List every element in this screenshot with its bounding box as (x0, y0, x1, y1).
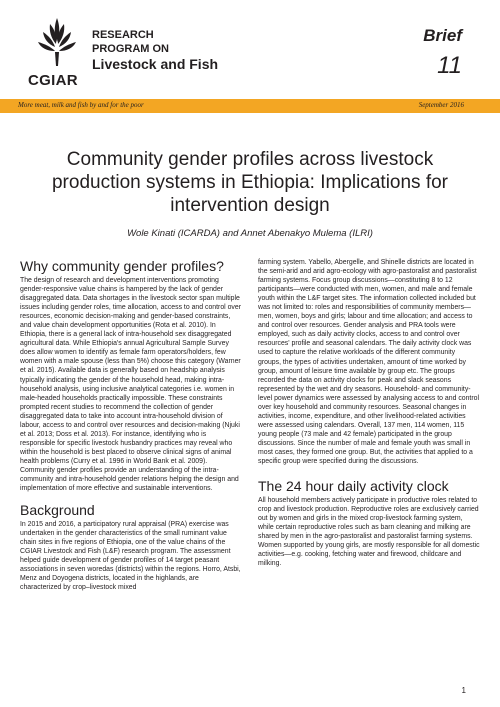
background-paragraph: In 2015 and 2016, a participatory rural appraisal (PRA) exercise was undertaken in the gender characteristics of the small ruminant value chain sites in five regions of Ethiopia, one of the value chains of the CGIAR Livestock and Fish (L&F) research program. The assessment helped guide development of gender profiles of 14 target peasant associations in seven woredas (districts) within the regions. Horro, Atsbi, Menz and Doyogena districts, located in the highlands, are characterized by crop–livestock mixed (20, 521, 241, 592)
brief-label: Brief (423, 26, 462, 45)
clock-paragraph: All household members actively participate in productive roles related to crop and livestock production. Reproductive roles are exclusively carried out by women and girls in the mixed crop-livestock farming system, while certain reproductive roles such as barn cleaning and milking are shared by men in the agro-pastoralist and pastoralist farming systems. Women supported by young girls, are mostly responsible for all domestic activities—e.g. cooking, fetching water and firewood, childcare and milking. (258, 497, 480, 568)
program-name (92, 28, 218, 71)
why-paragraph: The design of research and development interventions promoting gender-responsive value chains is hampered by the lack of gender disaggregated data. Data shortages in the livestock sector span multiple issues including gender roles, time allocation, access to and control over resources, economic decision-making and gender-based constraints, and value chain development opportunities (Rota et al. 2010). In Ethiopia, there is a general lack of intra-household sex disaggregated agricultural data. While Ethiopia's annual Agricultural Sample Survey does allow women to identify as female farm operators/holders, few women with a male spouse (less than 5%) choose this category (Warner et al. 2015). Available data is generally based on headship analysis typically indicating the gender of the household head, making intra-household analysis, using inclusive analytical categories i.e. women in male-headed households practically impossible. These constraints prompted recent studies to recommend the collection of gender disaggregated data to take into account intra-household division of labour, access to and control over resources and decision-making (Njuki et al. 2013; Doss et al. 2013). For instance, identifying who is responsible for specific livestock husbandry practices may reveal who within the household is best placed to observe clinical signs of animal health problems (Curry et al. 1996 in World Bank et al. 2009). Community gender profiles provide an understanding of the intra-community and intra-household gender relations helping the design and implementation of more effective and sustainable interventions. (20, 277, 242, 493)
program-line-3: Livestock and Fish (92, 56, 219, 72)
publication-date: September 2016 (418, 101, 464, 109)
tagline-banner (0, 99, 500, 113)
clock-heading: The 24 hour daily activity clock (258, 478, 449, 495)
authors: Wole Kinati (ICARDA) and Annet Abenakyo Mulema (ILRI) (127, 228, 373, 239)
program-line-1: RESEARCH (92, 29, 154, 41)
methods-paragraph: farming system. Yabello, Abergelle, and Shinelle districts are located in the semi-arid and arid agro-ecology with agro-pastoralist and pastoralist farming systems. Focus group discussions—constituting 8 to 12 participants—were conducted with men, women, and male and female youth within the L&F target sites. The information collected included but was not limited to: roles and responsibilities of community members—men, women, boys and girls; labour and time allocation; and access to and control over resources. Gender analysis and PRA tools were employed, such as daily activity clocks, access to and control over resources' profile and seasonal calendars. The daily activity clock was used to capture the relative workloads of the different community groups, the types of activities undertaken, amount of time worked by group, amount of leisure time available by group etc. The groups recorded the data on activity clocks for peak and slack seasons represented by the wet and dry seasons. Household- and community-level power dynamics were assessed by analysing access to and control over key household and community resources. Seasonal changes in activities, income, expenditure, and other livelihood-related activities were assessed using calendars. Overall, 137 men, 114 women, 115 young people (73 male and 42 female) participated in the group discussions. Since the number of male and female youth was small in most cases, they formed one group. But, the activities that applied to a specific group were specified during the discussions. (258, 259, 479, 466)
page-header (0, 0, 500, 98)
program-line-2: PROGRAM ON (92, 43, 169, 55)
why-heading: Why community gender profiles? (20, 258, 224, 274)
cgiar-logo-text: CGIAR (28, 72, 78, 89)
document-title: Community gender profiles across livestock production systems in Ethiopia: Implications for intervention design (51, 149, 448, 216)
cgiar-logo-icon (30, 14, 84, 68)
brief-number: 11 (437, 52, 462, 79)
left-column (20, 258, 242, 593)
page-number: 1 (461, 686, 466, 695)
background-heading: Background (20, 502, 95, 519)
right-column (258, 258, 480, 568)
tagline: More meat, milk and fish by and for the poor (18, 101, 144, 109)
